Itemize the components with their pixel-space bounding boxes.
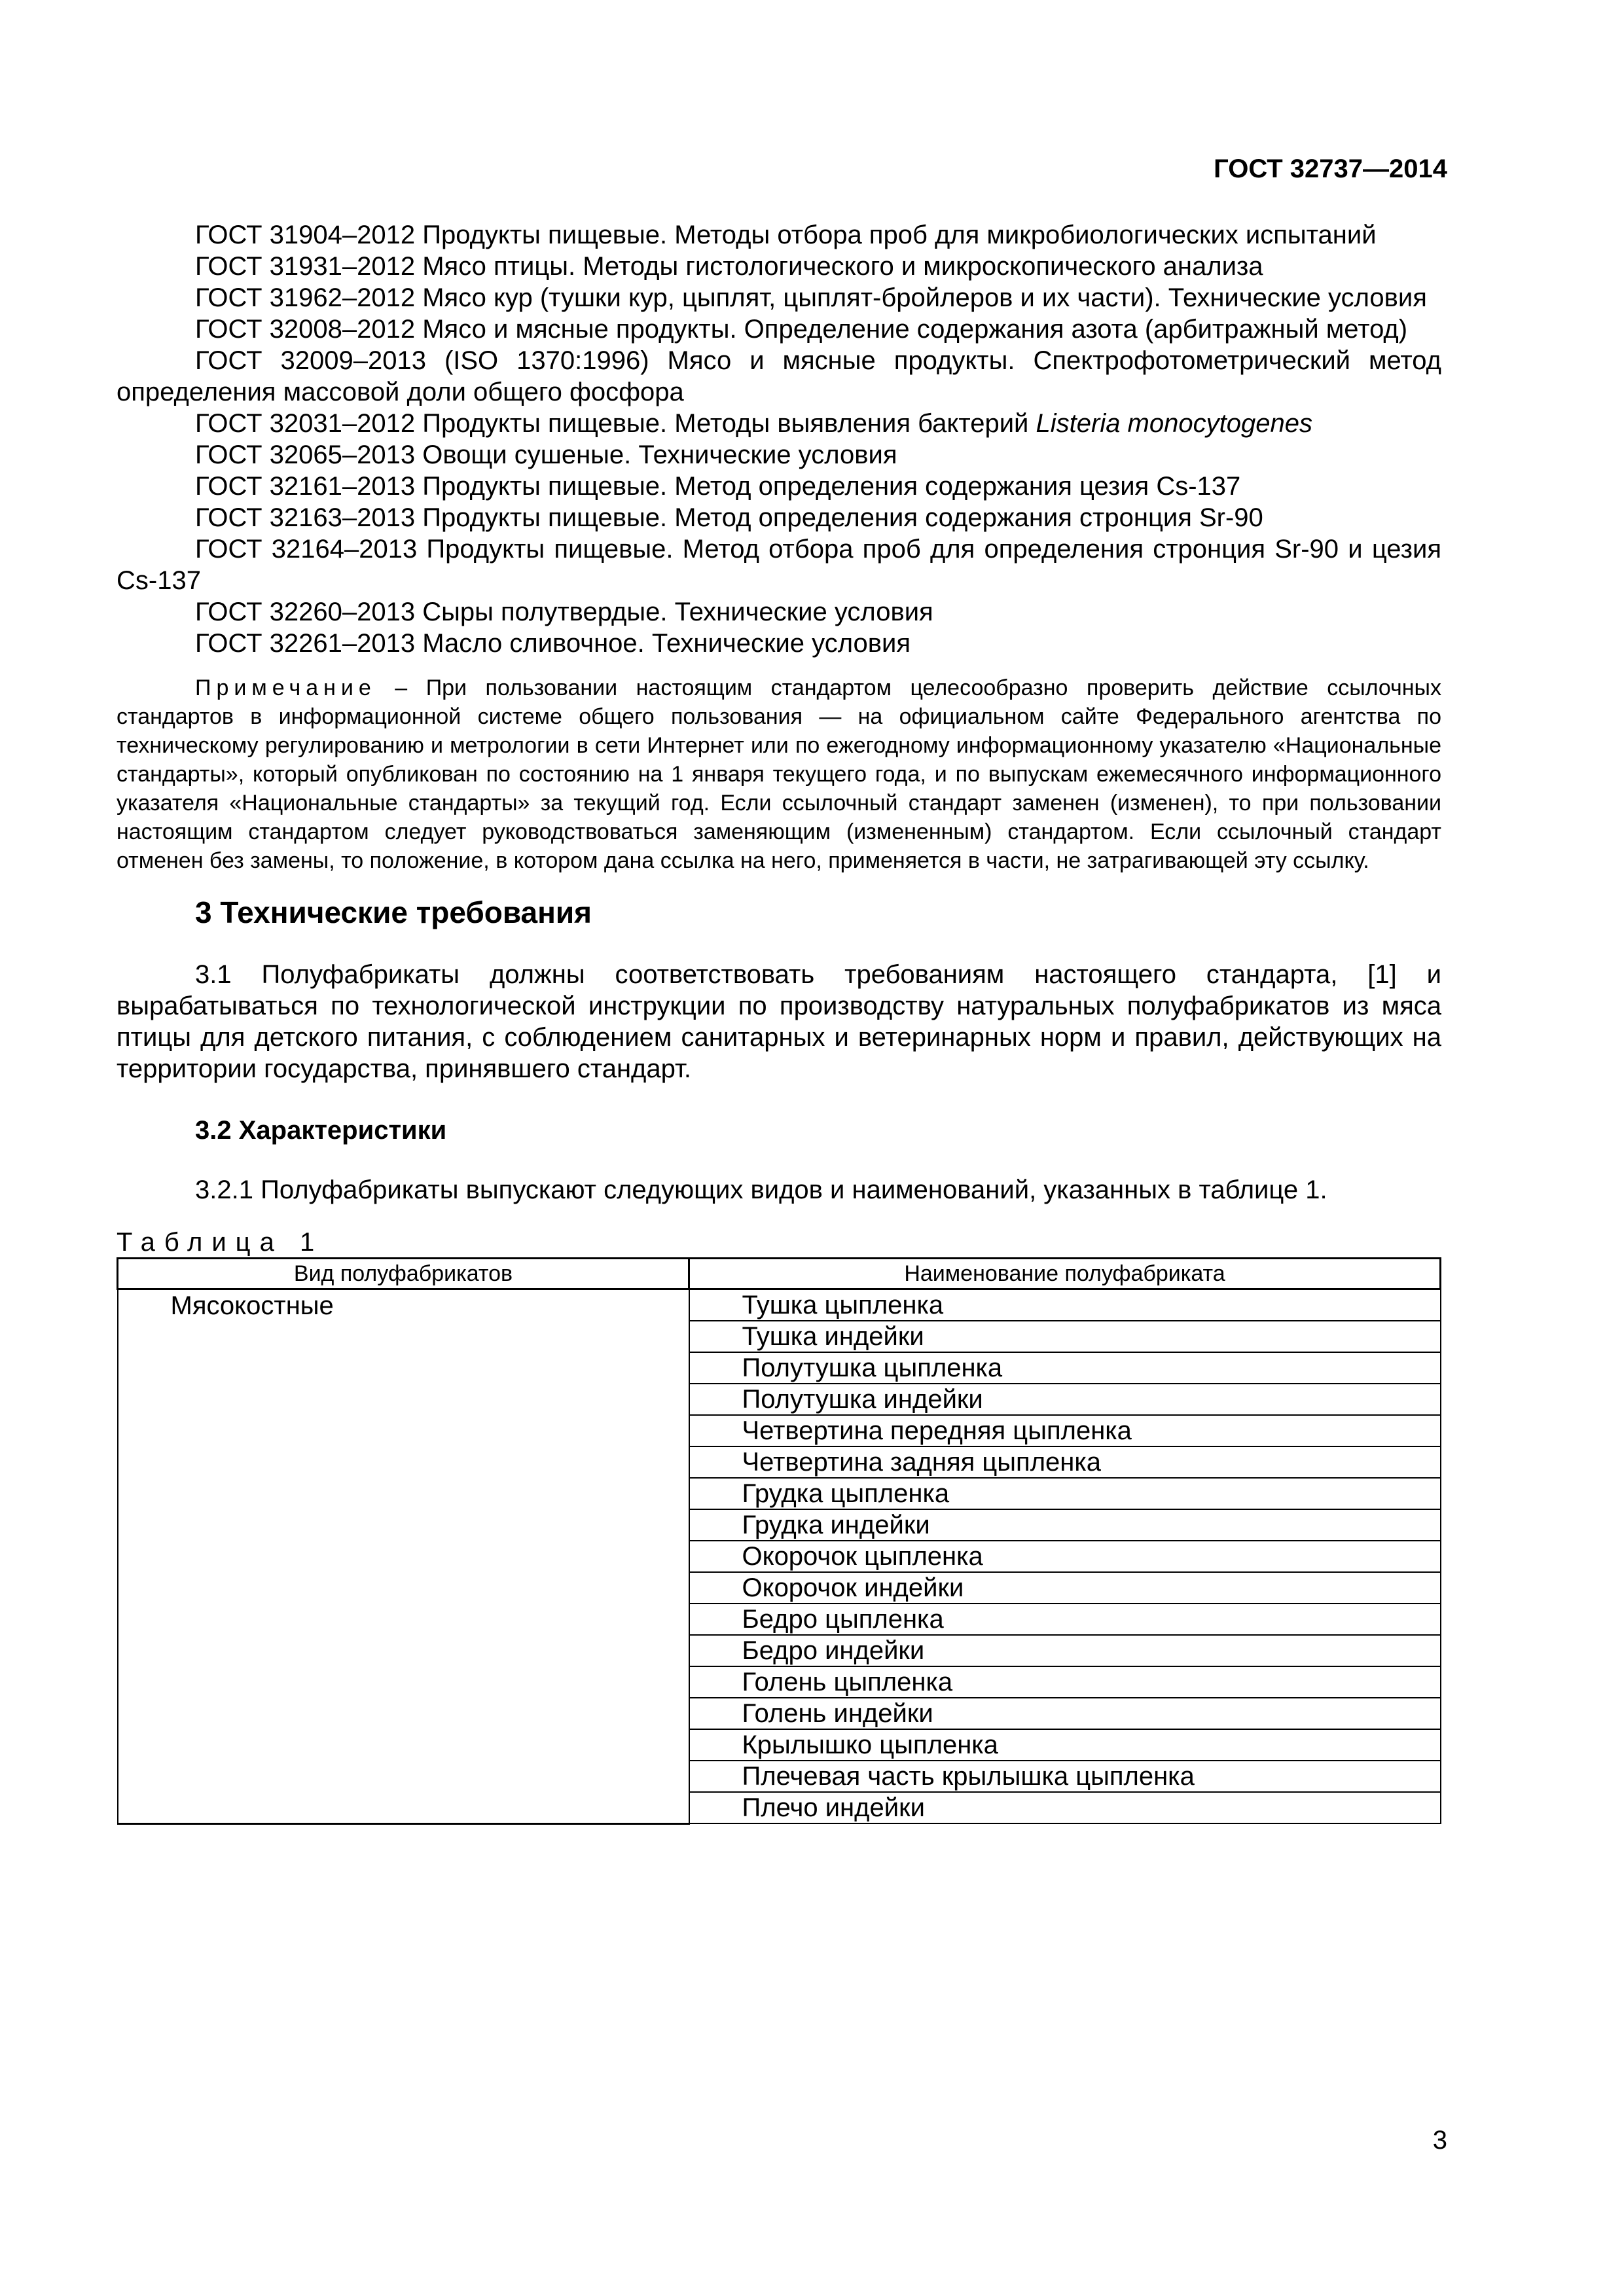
paragraph-3-2-1: 3.2.1 Полуфабрикаты выпускают следующих видов и наименований, указанных в таблице 1.	[195, 1175, 1327, 1204]
reference-item: ГОСТ 31962–2012 Мясо кур (тушки кур, цыплят, цыплят-бройлеров и их части). Технические условия	[195, 283, 1427, 312]
reference-item	[117, 408, 1441, 439]
name-cell: Бедро индейки	[689, 1635, 1441, 1666]
name-cell: Бедро цыпленка	[689, 1604, 1441, 1635]
name-cell: Полутушка индейки	[689, 1384, 1441, 1415]
kind-label: Мясокостные	[170, 1291, 334, 1320]
bacteria-name: Listeria monocytogenes	[1036, 409, 1312, 438]
name-cell: Окорочок цыпленка	[689, 1541, 1441, 1572]
name-cell: Грудка цыпленка	[689, 1478, 1441, 1509]
reference-item: ГОСТ 32009–2013 (ISO 1370:1996) Мясо и мясные продукты. Спектрофотометрический метод определения массовой доли общего фосфора	[117, 346, 1441, 406]
reference-item: ГОСТ 32161–2013 Продукты пищевые. Метод определения содержания цезия Cs-137	[195, 472, 1241, 501]
section-title: 3 Технические требования	[195, 895, 592, 929]
name-cell: Тушка цыпленка	[689, 1289, 1441, 1321]
reference-item: ГОСТ 32164–2013 Продукты пищевые. Метод отбора проб для определения стронция Sr-90 и цезия Cs-137	[117, 535, 1441, 595]
name-cell: Плечевая часть крылышка цыпленка	[689, 1761, 1441, 1792]
reference-text: ГОСТ 32031–2012 Продукты пищевые. Методы выявления бактерий	[195, 409, 1036, 438]
page-content	[117, 219, 1441, 1825]
subsection-title: 3.2 Характеристики	[195, 1116, 447, 1145]
column-header: Наименование полуфабриката	[689, 1259, 1441, 1289]
note-label: Примечание	[195, 675, 376, 700]
name-cell: Четвертина передняя цыпленка	[689, 1415, 1441, 1446]
table-caption: Таблица 1	[117, 1228, 324, 1257]
table-header-row	[118, 1259, 1441, 1289]
name-cell: Плечо индейки	[689, 1792, 1441, 1823]
reference-item: ГОСТ 32008–2012 Мясо и мясные продукты. Определение содержания азота (арбитражный метод)	[195, 315, 1408, 344]
name-cell: Грудка индейки	[689, 1509, 1441, 1541]
column-header: Вид полуфабрикатов	[118, 1259, 689, 1289]
name-cell: Голень цыпленка	[689, 1666, 1441, 1698]
name-cell: Окорочок индейки	[689, 1572, 1441, 1604]
reference-item: ГОСТ 32065–2013 Овощи сушеные. Технические условия	[195, 440, 897, 469]
products-table	[117, 1257, 1441, 1825]
kind-cell	[118, 1289, 689, 1824]
paragraph-3-1: 3.1 Полуфабрикаты должны соответствовать требованиям настоящего стандарта, [1] и вырабатываться по технологической инструкции по производству натуральных полуфабрикатов из мяса птицы для детского питания, с соблюдением санитарных и ветеринарных норм и правил, действующих на территории государства, принявшего стандарт.	[117, 960, 1441, 1083]
table-row	[118, 1289, 1441, 1321]
note-block	[117, 673, 1441, 875]
page-number: 3	[1432, 2126, 1447, 2155]
reference-item: ГОСТ 32163–2013 Продукты пищевые. Метод определения содержания стронция Sr-90	[195, 503, 1263, 532]
reference-item: ГОСТ 31904–2012 Продукты пищевые. Методы отбора проб для микробиологических испытаний	[195, 221, 1377, 249]
note-text: – При пользовании настоящим стандартом целесообразно проверить действие ссылочных стандартов в информационной системе общего пользования — на официальном сайте Федерального агентства по техническому регулированию и метрологии в сети Интернет или по ежегодному информационному указателю «Национальные стандарты», который опубликован по состоянию на 1 января текущего года, и по выпускам ежемесячного информационного указателя «Национальные стандарты» за текущий год. Если ссылочный стандарт заменен (изменен), то при пользовании настоящим стандартом следует руководствоваться заменяющим (измененным) стандартом. Если ссылочный стандарт отменен без замены, то положение, в котором дана ссылка на него, применяется в части, не затрагивающей эту ссылку.	[117, 675, 1441, 873]
name-cell: Крылышко цыпленка	[689, 1729, 1441, 1761]
reference-item: ГОСТ 31931–2012 Мясо птицы. Методы гистологического и микроскопического анализа	[195, 252, 1263, 281]
name-cell: Полутушка цыпленка	[689, 1352, 1441, 1384]
name-cell: Голень индейки	[689, 1698, 1441, 1729]
name-cell: Тушка индейки	[689, 1321, 1441, 1352]
document-header: ГОСТ 32737—2014	[1214, 154, 1447, 183]
reference-item: ГОСТ 32260–2013 Сыры полутвердые. Технические условия	[195, 598, 933, 626]
normative-references-list	[117, 219, 1441, 659]
name-cell: Четвертина задняя цыпленка	[689, 1446, 1441, 1478]
reference-item: ГОСТ 32261–2013 Масло сливочное. Технические условия	[195, 629, 911, 658]
